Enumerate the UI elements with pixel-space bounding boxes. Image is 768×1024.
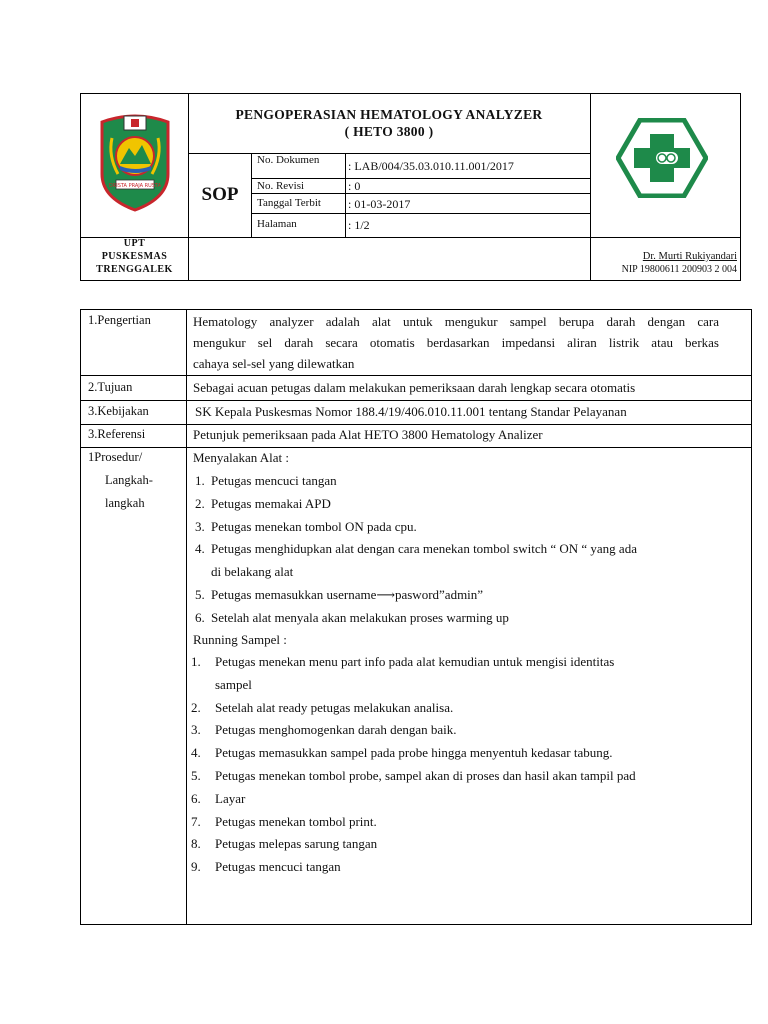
- header-divider: [251, 178, 590, 179]
- org-line-2: PUSKESMAS: [101, 251, 168, 262]
- step-number: 2.: [195, 495, 205, 511]
- step-text: Layar: [215, 790, 246, 806]
- label-langkah: Langkah-: [105, 473, 153, 487]
- sop-label: SOP: [201, 184, 239, 205]
- row-divider: [81, 424, 751, 425]
- step-number: 3.: [195, 518, 205, 534]
- org-line-3: TRENGGALEK: [96, 264, 173, 275]
- step-number: 8.: [191, 836, 201, 852]
- organization-name: [81, 237, 188, 276]
- meta-label-no-revisi: No. Revisi: [257, 180, 305, 192]
- meta-label-halaman: Halaman: [257, 218, 297, 230]
- column-divider: [186, 310, 187, 924]
- header-divider: [251, 153, 252, 237]
- label-referensi: 3.Referensi: [88, 427, 146, 441]
- org-line-1: UPT: [123, 238, 146, 249]
- signer-name: Dr. Murti Rukiyandari: [642, 251, 737, 262]
- row-divider: [81, 447, 751, 448]
- label-tujuan: 2.Tujuan: [88, 380, 133, 394]
- pengertian-line: cahaya sel-sel yang dilewatkan: [193, 356, 355, 371]
- referensi-text: Petunjuk pemeriksaan pada Alat HETO 3800 Hematology Analizer: [193, 427, 543, 442]
- meta-value-no-dokumen: : LAB/004/35.03.010.11.001/2017: [348, 159, 514, 173]
- label-prosedur: 1Prosedur/: [88, 450, 143, 464]
- kebijakan-text: SK Kepala Puskesmas Nomor 188.4/19/406.010.11.001 tentang Standar Pelayanan: [195, 404, 627, 419]
- step-number: 1.: [195, 473, 205, 488]
- step-text: Petugas memakai APD: [211, 495, 331, 511]
- step-number: 3.: [191, 722, 201, 738]
- pengertian-text: [193, 311, 719, 374]
- signer-nip: NIP 19800611 200903 2 004: [621, 264, 737, 275]
- label-pengertian: 1.Pengertian: [88, 313, 151, 327]
- document-title: [189, 106, 589, 140]
- step-number: 5.: [195, 587, 205, 602]
- tujuan-text: Sebagai acuan petugas dalam melakukan pemeriksaan darah lengkap secara otomatis: [193, 380, 636, 395]
- label-langkah-2: langkah: [105, 496, 145, 510]
- meta-label-no-dokumen: No. Dokumen: [257, 154, 320, 166]
- step-number: 4.: [195, 541, 205, 557]
- step-text: Petugas menekan tombol ON pada cpu.: [211, 518, 417, 534]
- sop-header: [80, 93, 741, 281]
- running-heading: Running Sampel :: [193, 632, 287, 647]
- step-number: 2.: [191, 699, 201, 715]
- step-text: Setelah alat menyala akan melakukan proses warming up: [211, 609, 509, 625]
- step-text: Petugas menghomogenkan darah dengan baik.: [215, 722, 457, 738]
- step-text: Petugas menekan menu part info pada alat kemudian untuk mengisi identitas: [215, 654, 615, 669]
- regency-emblem-logo: [94, 112, 176, 212]
- meta-value-tanggal-terbit: : 01-03-2017: [348, 197, 411, 211]
- header-divider: [251, 193, 590, 194]
- title-line-2: ( HETO 3800 ): [344, 124, 434, 139]
- label-kebijakan: 3.Kebijakan: [88, 404, 149, 418]
- row-divider: [81, 400, 751, 401]
- pengertian-line: Hematology analyzer adalah alat untuk mengukur sampel berupa darah dengan cara: [193, 314, 719, 329]
- header-divider: [251, 213, 590, 214]
- step-text: di belakang alat: [211, 564, 294, 580]
- step-number: 5.: [191, 768, 201, 783]
- step-text: Petugas memasukkan username⟶pasword”admin”: [211, 587, 484, 602]
- step-text: Petugas menekan tombol probe, sampel akan di proses dan hasil akan tampil pad: [215, 768, 636, 783]
- row-divider: [81, 375, 751, 376]
- step-number: 4.: [191, 745, 201, 761]
- meta-label-tanggal-terbit: Tanggal Terbit: [257, 197, 321, 209]
- step-number: 6.: [195, 609, 205, 625]
- step-text: Petugas memasukkan sampel pada probe hingga menyentuh kedasar tabung.: [215, 745, 613, 761]
- step-number: 1.: [191, 654, 201, 669]
- step-number: 9.: [191, 859, 201, 875]
- step-number: 6.: [191, 790, 201, 806]
- step-text: Petugas mencuci tangan: [215, 859, 341, 875]
- pengertian-line: mengukur sel darah secara otomatis berdasarkan impedansi aliran listrik atau berkas: [193, 335, 719, 350]
- emblem-banner: DRISTA PRAJA RUSTA: [108, 183, 162, 189]
- step-text: Petugas mencuci tangan: [211, 473, 337, 488]
- step-number: 7.: [191, 813, 201, 829]
- meta-value-no-revisi: : 0: [348, 179, 361, 193]
- sop-content-table: [80, 309, 752, 925]
- step-text: sampel: [215, 676, 252, 692]
- title-line-1: PENGOPERASIAN HEMATOLOGY ANALYZER: [235, 107, 543, 122]
- meta-value-halaman: : 1/2: [348, 218, 370, 232]
- menyalakan-heading: Menyalakan Alat :: [193, 450, 290, 465]
- puskesmas-logo: [616, 118, 708, 198]
- header-divider: [345, 153, 346, 237]
- step-text: Setelah alat ready petugas melakukan analisa.: [215, 699, 454, 715]
- step-text: Petugas menekan tombol print.: [215, 813, 377, 829]
- step-text: Petugas menghidupkan alat dengan cara menekan tombol switch “ ON “ yang ada: [211, 541, 637, 557]
- step-text: Petugas melepas sarung tangan: [215, 836, 378, 852]
